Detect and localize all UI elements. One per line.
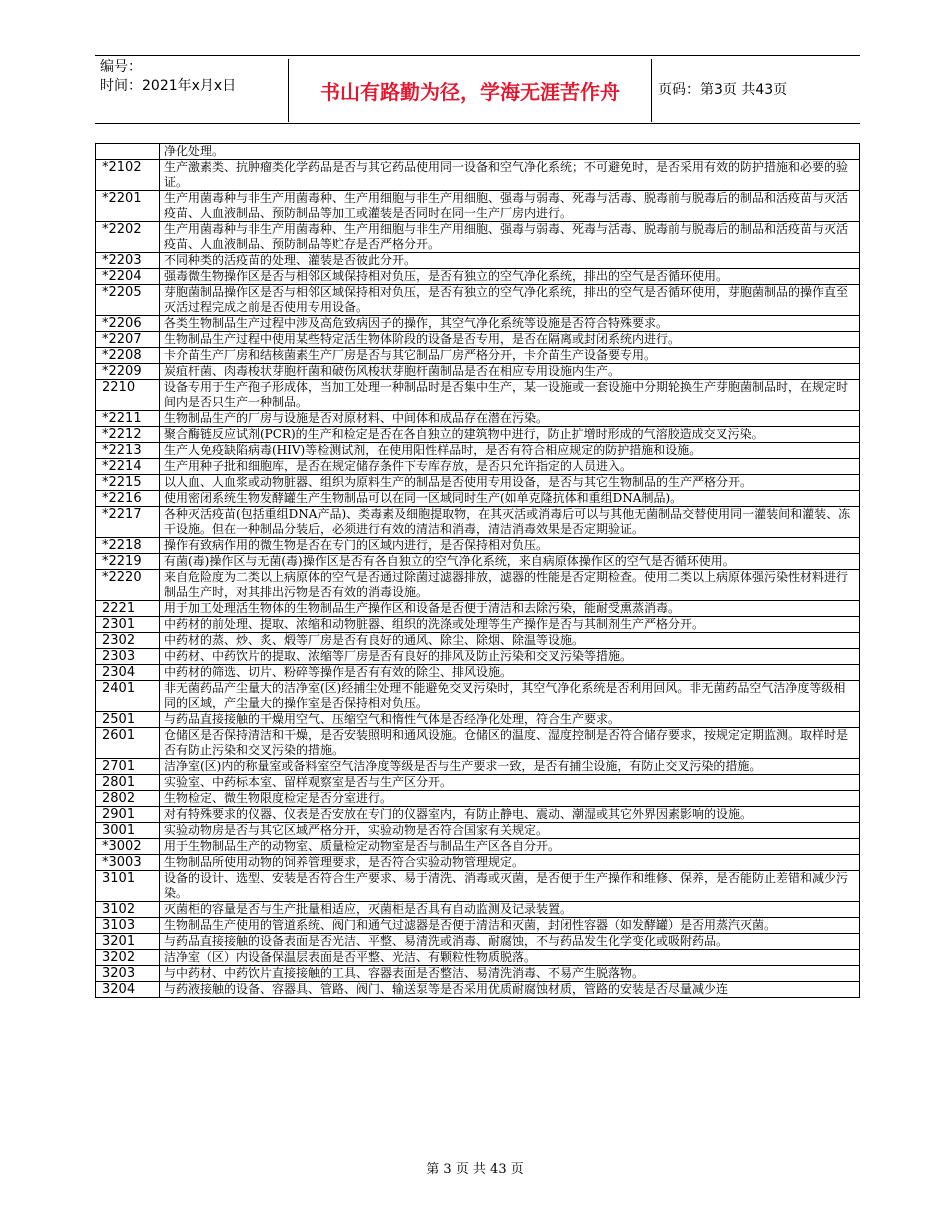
item-code: *3002 bbox=[96, 839, 160, 855]
table-row bbox=[96, 871, 860, 902]
table-row bbox=[96, 222, 860, 253]
item-code: 3203 bbox=[96, 966, 160, 982]
item-text: 净化处理。 bbox=[160, 144, 860, 160]
item-text: 芽胞菌制品操作区是否与相邻区域保持相对负压，是否有独立的空气净化系统，排出的空气是否循环使用，芽胞菌制品的操作直至灭活过程完成之前是否使用专用设备。 bbox=[160, 285, 860, 316]
item-text: 生物制品生产使用的管道系统、阀门和通气过滤器是否便于清洁和灭菌，封闭性容器（如发酵罐）是否用蒸汽灭菌。 bbox=[160, 918, 860, 934]
item-code: 3201 bbox=[96, 934, 160, 950]
item-text: 各类生物制品生产过程中涉及高危致病因子的操作，其空气净化系统等设施是否符合特殊要求。 bbox=[160, 316, 860, 332]
item-text: 设备的设计、选型、安装是否符合生产要求、易于清洗、消毒或灭菌，是否便于生产操作和维修、保养，是否能防止差错和减少污染。 bbox=[160, 871, 860, 902]
item-code: 2302 bbox=[96, 633, 160, 649]
table-row bbox=[96, 253, 860, 269]
item-code: *2218 bbox=[96, 538, 160, 554]
item-text: 不同种类的活疫苗的处理、灌装是否彼此分开。 bbox=[160, 253, 860, 269]
item-code: 3202 bbox=[96, 950, 160, 966]
item-code: *2204 bbox=[96, 269, 160, 285]
item-text: 洁净室(区)内的称量室或备料室空气洁净度等级是否与生产要求一致，是否有捕尘设施，有防止交叉污染的措施。 bbox=[160, 759, 860, 775]
table-row bbox=[96, 160, 860, 191]
item-text: 强毒微生物操作区是否与相邻区域保持相对负压，是否有独立的空气净化系统，排出的空气是否循环使用。 bbox=[160, 269, 860, 285]
item-code: *2209 bbox=[96, 364, 160, 380]
table-row bbox=[96, 364, 860, 380]
item-code: *2215 bbox=[96, 475, 160, 491]
item-code: 2210 bbox=[96, 380, 160, 411]
item-text: 生产用菌毒种与非生产用菌毒种、生产用细胞与非生产用细胞、强毒与弱毒、死毒与活毒、脱毒前与脱毒后的制品和活疫苗与灭活疫苗、人血液制品、预防制品等加工或灌装是否同时在同一生产厂房内进行。 bbox=[160, 191, 860, 222]
table-row bbox=[96, 902, 860, 918]
item-text: 用于生物制品生产的动物室、质量检定动物室是否与制品生产区各自分开。 bbox=[160, 839, 860, 855]
table-row bbox=[96, 728, 860, 759]
page-footer: 第 3 页 共 43 页 bbox=[426, 1162, 524, 1177]
item-text: 用于加工处理活生物体的生物制品生产操作区和设备是否便于清洁和去除污染，能耐受熏蒸消毒。 bbox=[160, 601, 860, 617]
item-code: *2212 bbox=[96, 427, 160, 443]
item-code: 2304 bbox=[96, 665, 160, 681]
table-row bbox=[96, 348, 860, 364]
item-code: 2221 bbox=[96, 601, 160, 617]
item-text: 与中药材、中药饮片直接接触的工具、容器表面是否整洁、易清洗消毒、不易产生脱落物。 bbox=[160, 966, 860, 982]
item-text: 生物制品所使用动物的饲养管理要求，是否符合实验动物管理规定。 bbox=[160, 855, 860, 871]
item-code: 3101 bbox=[96, 871, 160, 902]
item-code: *2201 bbox=[96, 191, 160, 222]
item-text: 与药品直接接触的干燥用空气、压缩空气和惰性气体是否经净化处理，符合生产要求。 bbox=[160, 712, 860, 728]
item-text: 实验室、中药标本室、留样观察室是否与生产区分开。 bbox=[160, 775, 860, 791]
table-row bbox=[96, 966, 860, 982]
table-row bbox=[96, 144, 860, 160]
inspection-table-body bbox=[96, 144, 860, 998]
item-code: *2205 bbox=[96, 285, 160, 316]
item-text: 仓储区是否保持清洁和干燥，是否安装照明和通风设施。仓储区的温度、湿度控制是否符合储存要求，按规定定期监测。取样时是否有防止污染和交叉污染的措施。 bbox=[160, 728, 860, 759]
table-row bbox=[96, 775, 860, 791]
item-text: 以人血、人血浆或动物脏器、组织为原料生产的制品是否使用专用设备，是否与其它生物制品的生产严格分开。 bbox=[160, 475, 860, 491]
item-text: 炭疽杆菌、肉毒梭状芽胞杆菌和破伤风梭状芽胞杆菌制品是否在相应专用设施内生产。 bbox=[160, 364, 860, 380]
item-text: 卡介苗生产厂房和结核菌素生产厂房是否与其它制品厂房严格分开，卡介苗生产设备要专用。 bbox=[160, 348, 860, 364]
table-row bbox=[96, 380, 860, 411]
table-row bbox=[96, 823, 860, 839]
item-code: *2207 bbox=[96, 332, 160, 348]
item-text: 对有特殊要求的仪器、仪表是否安放在专门的仪器室内，有防止静电、震动、潮湿或其它外界因素影响的设施。 bbox=[160, 807, 860, 823]
item-text: 操作有致病作用的微生物是否在专门的区域内进行，是否保持相对负压。 bbox=[160, 538, 860, 554]
item-text: 生产激素类、抗肿瘤类化学药品是否与其它药品使用同一设备和空气净化系统；不可避免时，是否采用有效的防护措施和必要的验证。 bbox=[160, 160, 860, 191]
item-text: 实验动物房是否与其它区域严格分开，实验动物是否符合国家有关规定。 bbox=[160, 823, 860, 839]
table-row bbox=[96, 443, 860, 459]
table-row bbox=[96, 982, 860, 998]
item-text: 各种灭活疫苗(包括重组DNA产品)、类毒素及细胞提取物，在其灭活或消毒后可以与其他无菌制品交替使用同一灌装间和灌装、冻干设施。但在一种制品分装后，必须进行有效的清洁和消毒，清洁消毒效果是否定期验证。 bbox=[160, 507, 860, 538]
item-text: 设备专用于生产孢子形成体，当加工处理一种制品时是否集中生产，某一设施或一套设施中分期轮换生产芽胞菌制品时，在规定时间内是否只生产一种制品。 bbox=[160, 380, 860, 411]
item-code: 2301 bbox=[96, 617, 160, 633]
header-left bbox=[100, 58, 236, 96]
item-text: 有菌(毒)操作区与无菌(毒)操作区是否有各自独立的空气净化系统，来自病原体操作区的空气是否循环使用。 bbox=[160, 554, 860, 570]
item-text: 灭菌柜的容量是否与生产批量相适应，灭菌柜是否具有自动监测及记录装置。 bbox=[160, 902, 860, 918]
table-row bbox=[96, 681, 860, 712]
table-row bbox=[96, 475, 860, 491]
date-label: 时间：2021年x月x日 bbox=[100, 78, 237, 94]
item-code: 3102 bbox=[96, 902, 160, 918]
header-top-rule bbox=[95, 55, 860, 56]
table-row bbox=[96, 269, 860, 285]
item-code: 2303 bbox=[96, 649, 160, 665]
item-text: 与药品直接接触的设备表面是否光洁、平整、易清洗或消毒、耐腐蚀，不与药品发生化学变化或吸附药品。 bbox=[160, 934, 860, 950]
table-row bbox=[96, 316, 860, 332]
table-row bbox=[96, 633, 860, 649]
item-code: *3003 bbox=[96, 855, 160, 871]
table-row bbox=[96, 839, 860, 855]
table-row bbox=[96, 649, 860, 665]
item-code: *2217 bbox=[96, 507, 160, 538]
table-row bbox=[96, 791, 860, 807]
item-code: 3204 bbox=[96, 982, 160, 998]
number-label: 编号： bbox=[100, 59, 142, 75]
table-row bbox=[96, 950, 860, 966]
item-text: 生物制品生产过程中使用某些特定活生物体阶段的设备是否专用，是否在隔离或封闭系统内进行。 bbox=[160, 332, 860, 348]
item-text: 中药材的筛选、切片、粉碎等操作是否有有效的除尘、排风设施。 bbox=[160, 665, 860, 681]
item-code: 2901 bbox=[96, 807, 160, 823]
table-row bbox=[96, 332, 860, 348]
item-text: 中药材的前处理、提取、浓缩和动物脏器、组织的洗涤或处理等生产操作是否与其制剂生产严格分开。 bbox=[160, 617, 860, 633]
table-row bbox=[96, 855, 860, 871]
item-code: *2208 bbox=[96, 348, 160, 364]
item-code: *2219 bbox=[96, 554, 160, 570]
item-code: *2220 bbox=[96, 570, 160, 601]
table-row bbox=[96, 570, 860, 601]
item-text: 生产用种子批和细胞库，是否在规定储存条件下专库存放，是否只允许指定的人员进入。 bbox=[160, 459, 860, 475]
header-page-info: 页码：第3页 共43页 bbox=[658, 82, 788, 98]
item-text: 生物检定、微生物限度检定是否分室进行。 bbox=[160, 791, 860, 807]
table-row bbox=[96, 759, 860, 775]
table-row bbox=[96, 617, 860, 633]
item-code: 2501 bbox=[96, 712, 160, 728]
table-row bbox=[96, 554, 860, 570]
table-row bbox=[96, 934, 860, 950]
item-text: 洁净室（区）内设备保温层表面是否平整、光洁、有颗粒性物质脱落。 bbox=[160, 950, 860, 966]
item-code: *2216 bbox=[96, 491, 160, 507]
item-code: 2802 bbox=[96, 791, 160, 807]
table-row bbox=[96, 411, 860, 427]
table-row bbox=[96, 712, 860, 728]
item-text: 来自危险度为二类以上病原体的空气是否通过除菌过滤器排放，滤器的性能是否定期检查。使用二类以上病原体强污染性材料进行制品生产时，对其排出污物是否有效的消毒设施。 bbox=[160, 570, 860, 601]
header-motto: 书山有路勤为径，学海无涯苦作舟 bbox=[288, 59, 652, 122]
item-text: 生产用菌毒种与非生产用菌毒种、生产用细胞与非生产用细胞、强毒与弱毒、死毒与活毒、脱毒前与脱毒后的制品和活疫苗与灭活疫苗、人血液制品、预防制品等贮存是否严格分开。 bbox=[160, 222, 860, 253]
table-row bbox=[96, 807, 860, 823]
table-row bbox=[96, 191, 860, 222]
table-row bbox=[96, 427, 860, 443]
item-code: 2701 bbox=[96, 759, 160, 775]
item-code: *2213 bbox=[96, 443, 160, 459]
inspection-table bbox=[95, 143, 860, 998]
table-row bbox=[96, 459, 860, 475]
item-code: 3001 bbox=[96, 823, 160, 839]
item-code: *2206 bbox=[96, 316, 160, 332]
item-code: *2211 bbox=[96, 411, 160, 427]
table-row bbox=[96, 665, 860, 681]
item-code: 3103 bbox=[96, 918, 160, 934]
table-row bbox=[96, 507, 860, 538]
table-row bbox=[96, 918, 860, 934]
item-text: 与药液接触的设备、容器具、管路、阀门、输送泵等是否采用优质耐腐蚀材质，管路的安装是否尽量减少连 bbox=[160, 982, 860, 998]
item-code: *2102 bbox=[96, 160, 160, 191]
table-row bbox=[96, 538, 860, 554]
item-text: 生物制品生产的厂房与设施是否对原材料、中间体和成品存在潜在污染。 bbox=[160, 411, 860, 427]
header-bottom-rule bbox=[95, 123, 860, 124]
item-code: *2202 bbox=[96, 222, 160, 253]
item-text: 生产人免疫缺陷病毒(HIV)等检测试剂，在使用阳性样品时，是否有符合相应规定的防护措施和设施。 bbox=[160, 443, 860, 459]
item-code bbox=[96, 144, 160, 160]
item-text: 使用密闭系统生物发酵罐生产生物制品可以在同一区域同时生产(如单克隆抗体和重组DNA制品)。 bbox=[160, 491, 860, 507]
item-code: *2214 bbox=[96, 459, 160, 475]
item-code: 2601 bbox=[96, 728, 160, 759]
item-text: 非无菌药品产尘量大的洁净室(区)经捕尘处理不能避免交叉污染时，其空气净化系统是否利用回风。非无菌药品空气洁净度等级相同的区域，产尘量大的操作室是否保持相对负压。 bbox=[160, 681, 860, 712]
table-row bbox=[96, 285, 860, 316]
item-text: 中药材的蒸、炒、炙、煅等厂房是否有良好的通风、除尘、除烟、除温等设施。 bbox=[160, 633, 860, 649]
item-code: 2401 bbox=[96, 681, 160, 712]
table-row bbox=[96, 601, 860, 617]
item-code: *2203 bbox=[96, 253, 160, 269]
table-row bbox=[96, 491, 860, 507]
item-code: 2801 bbox=[96, 775, 160, 791]
item-text: 中药材、中药饮片的提取、浓缩等厂房是否有良好的排风及防止污染和交叉污染等措施。 bbox=[160, 649, 860, 665]
item-text: 聚合酶链反应试剂(PCR)的生产和检定是否在各自独立的建筑物中进行，防止扩增时形成的气溶胶造成交叉污染。 bbox=[160, 427, 860, 443]
